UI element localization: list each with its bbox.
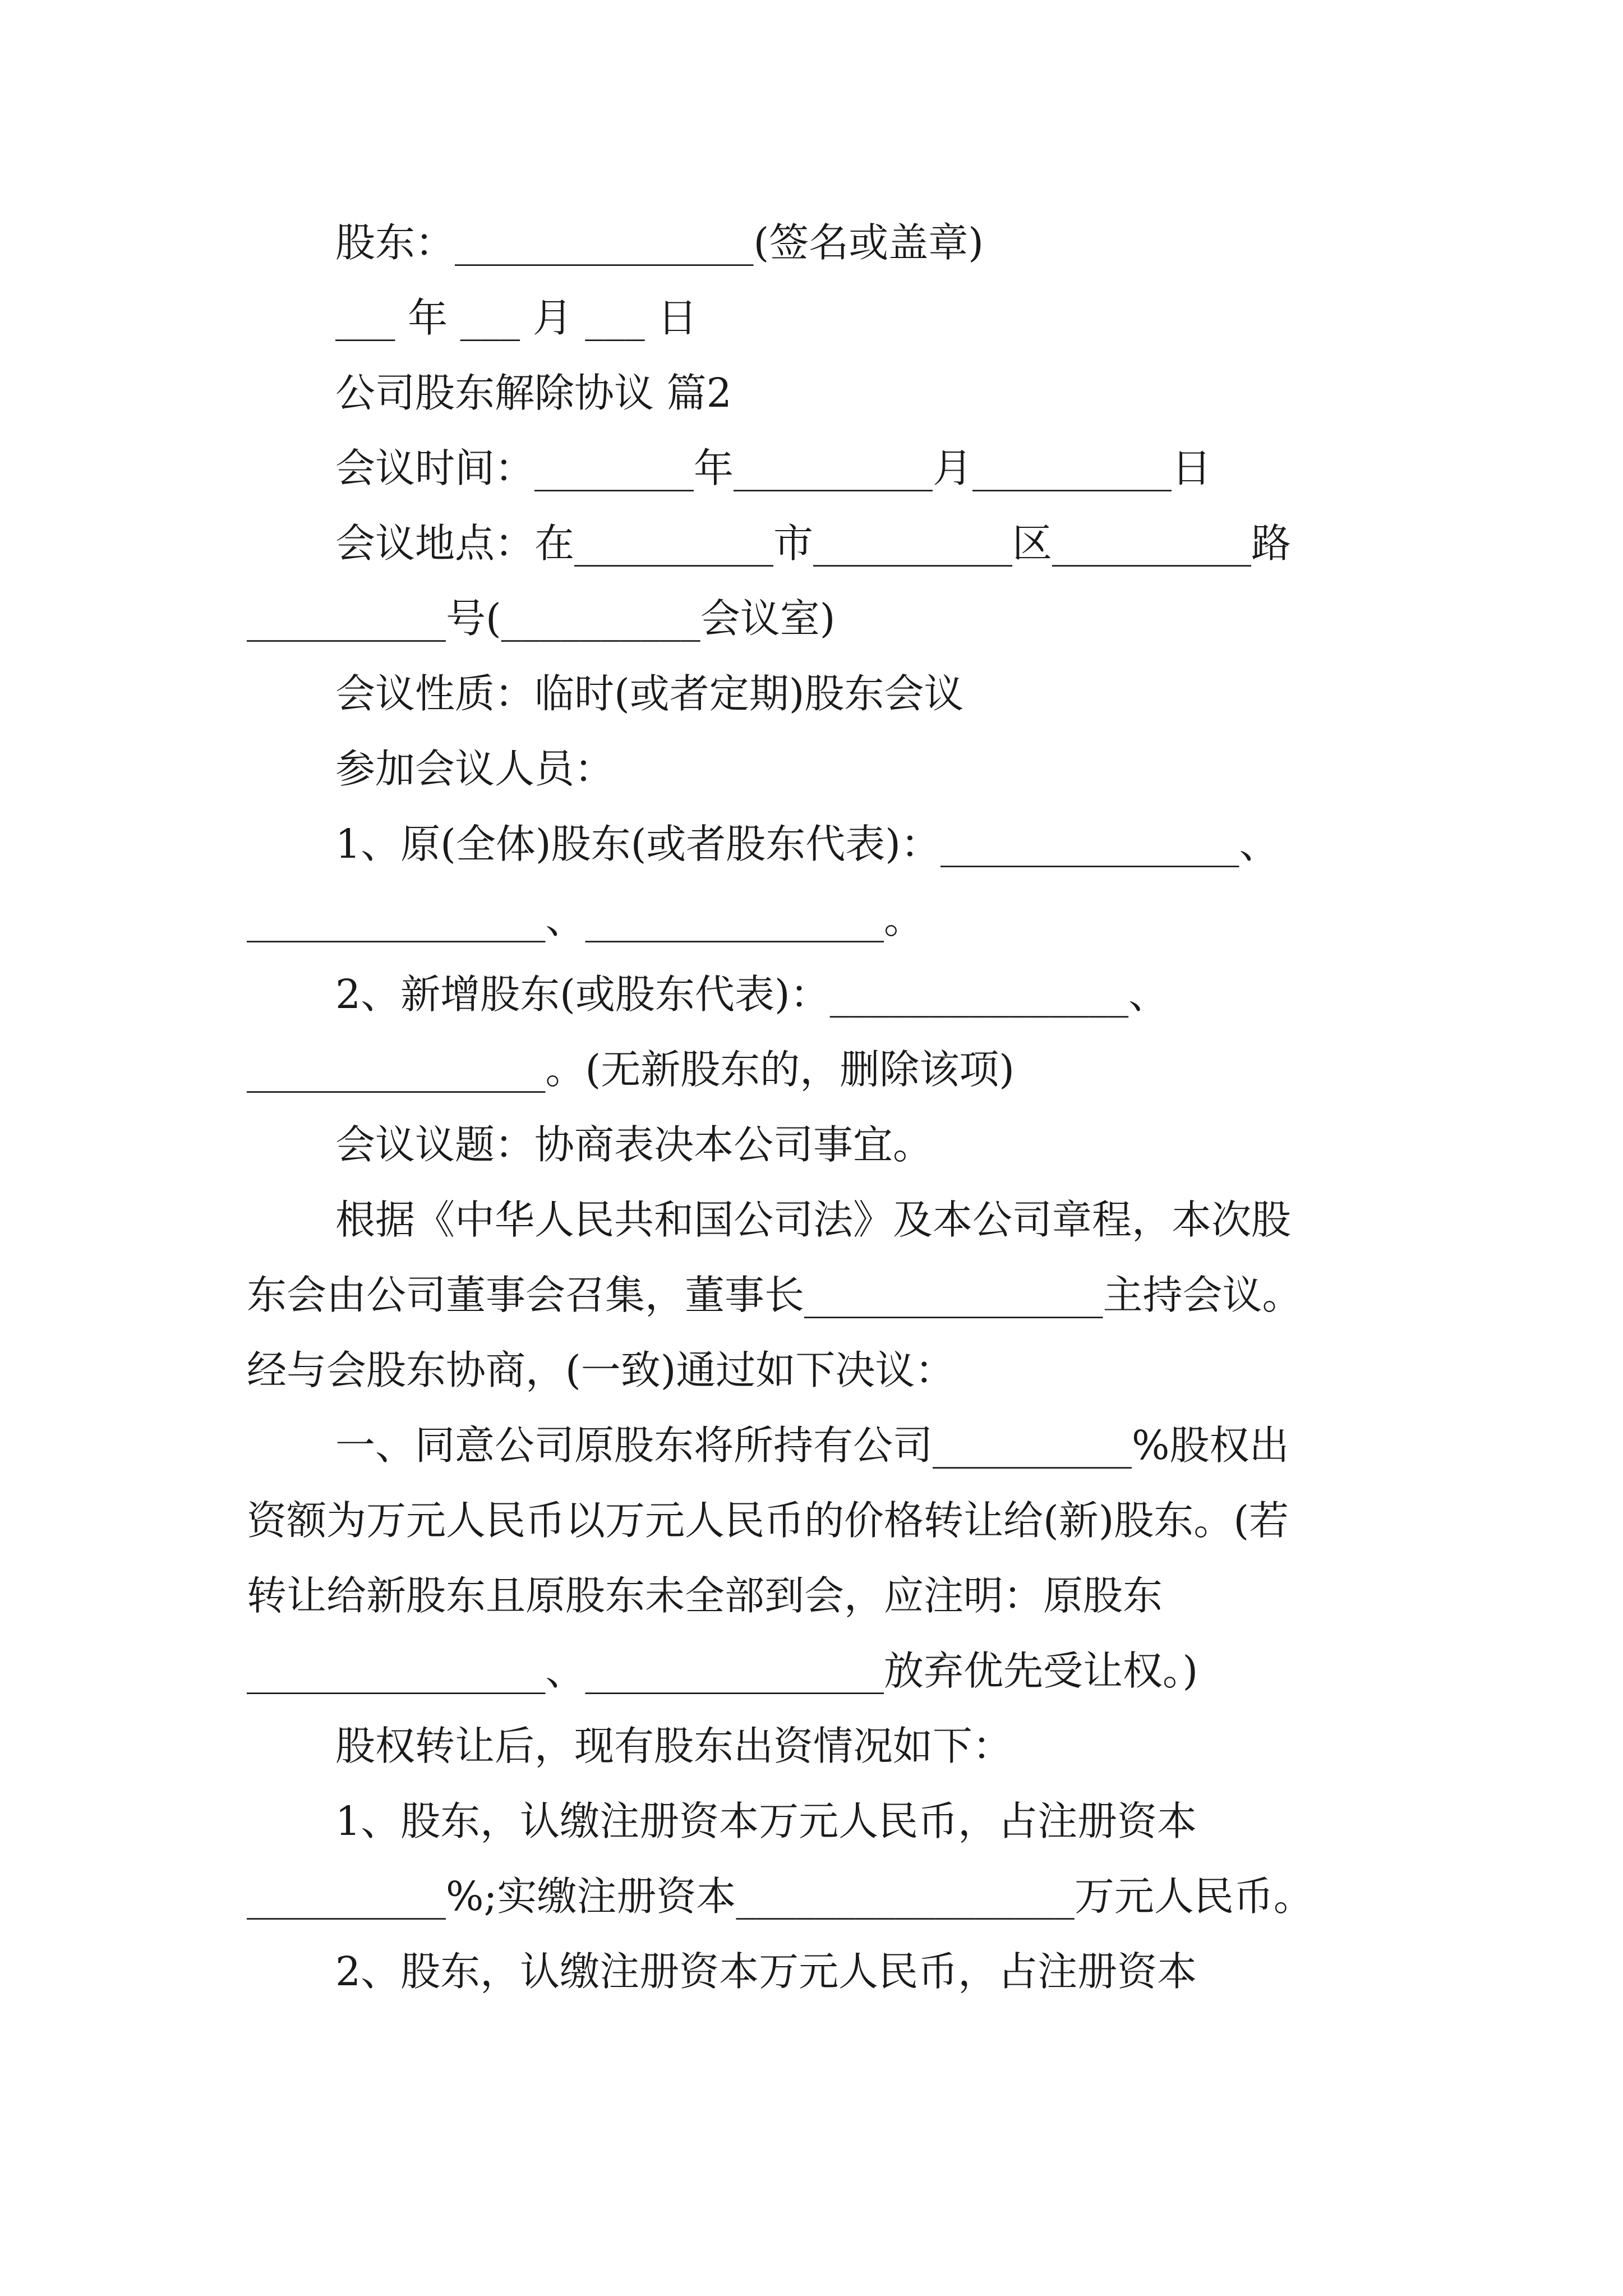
resolution-1-line-3: 转让给新股东且原股东未全部到会，应注明：原股东 [247,1572,1163,1619]
attendee-original-line: 1、原(全体)股东(或者股东代表)：_______________、 [335,821,1279,867]
shareholder-signature-line: 股东：_______________(签名或盖章) [335,219,984,266]
meeting-location-line-cont: __________号(__________会议室) [247,595,836,642]
basis-paragraph-line-3: 经与会股东协商，(一致)通过如下决议： [247,1347,955,1393]
attendees-heading: 参加会议人员： [335,746,615,792]
attendee-new-line: 2、新增股东(或股东代表)：_______________、 [335,971,1169,1018]
section-heading: 公司股东解除协议 篇2 [335,370,732,416]
resolution-1-line-2: 资额为万元人民币以万元人民币的价格转让给(新)股东。(若 [247,1497,1289,1544]
meeting-topic-line: 会议议题：协商表决本公司事宜。 [335,1121,933,1168]
shareholder-1-line-1: 1、股东，认缴注册资本万元人民币，占注册资本 [335,1798,1197,1844]
resolution-1-line-1: 一、同意公司原股东将所持有公司__________%股权出 [335,1422,1289,1469]
basis-paragraph-line-1: 根据《中华人民共和国公司法》及本公司章程，本次股 [335,1197,1292,1243]
shareholder-1-line-2: __________%;实缴注册资本_________________万元人民币。 [247,1873,1313,1920]
basis-paragraph-line-2: 东会由公司董事会召集，董事长_______________主持会议。 [247,1272,1302,1318]
meeting-location-line: 会议地点：在__________市__________区__________路 [335,520,1292,567]
meeting-nature-line: 会议性质：临时(或者定期)股东会议 [335,670,964,717]
meeting-time-line: 会议时间：________年__________月__________日 [335,445,1212,491]
attendee-new-line-cont: _______________。(无新股东的，删除该项) [247,1046,1015,1093]
attendee-original-line-cont: _______________、_______________。 [247,896,924,942]
shareholder-2-line-1: 2、股东，认缴注册资本万元人民币，占注册资本 [335,1948,1197,1995]
resolution-1-line-4: _______________、_______________放弃优先受让权。) [247,1648,1198,1694]
capital-status-heading: 股权转让后，现有股东出资情况如下： [335,1723,1013,1769]
date-line: ___ 年 ___ 月 ___ 日 [335,295,698,341]
